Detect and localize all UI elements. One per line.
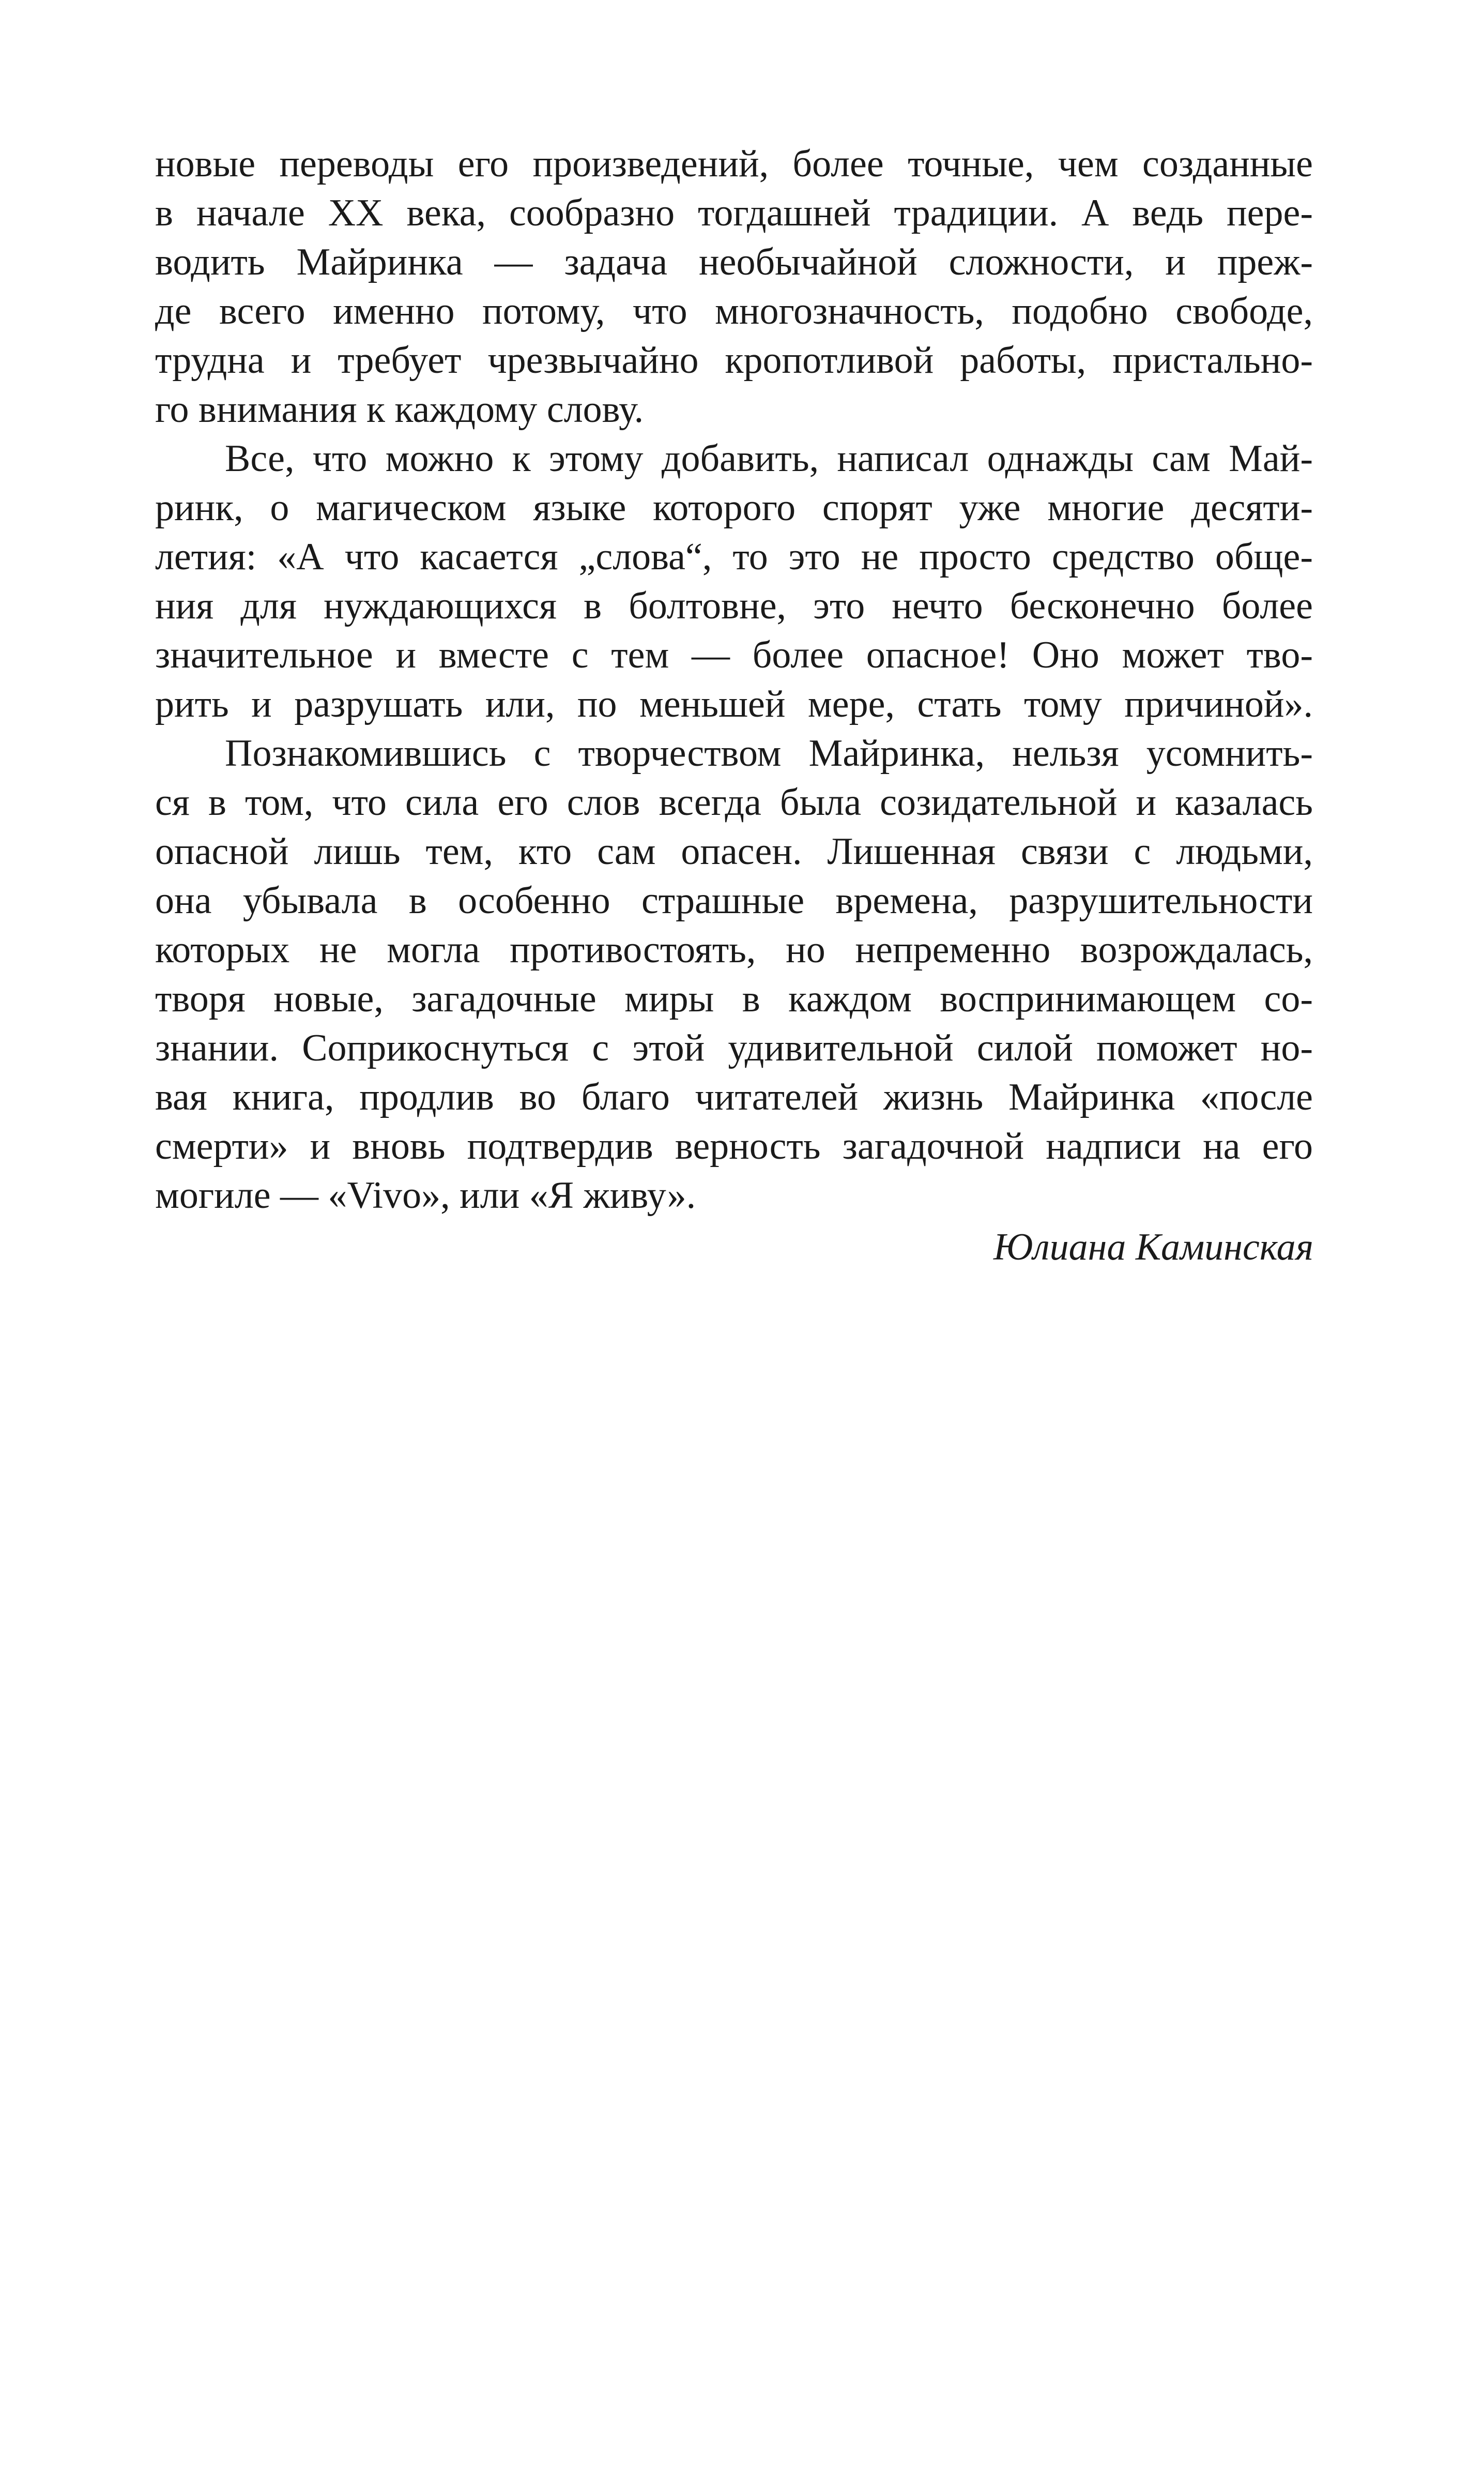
text-line: знании. Соприкоснуться с этой удивительной силой поможет но- bbox=[155, 1027, 1313, 1069]
text-line: ния для нуждающихся в болтовне, это нечто бесконечно более bbox=[155, 585, 1313, 627]
text-line: в начале XX века, сообразно тогдашней традиции. А ведь пере- bbox=[155, 192, 1313, 234]
text-line: трудна и требует чрезвычайно кропотливой работы, пристально- bbox=[155, 339, 1313, 382]
text-line: рить и разрушать или, по меньшей мере, стать тому причиной». bbox=[155, 683, 1313, 725]
text-line: летия: «А что касается „слова“, то это не просто средство обще- bbox=[155, 536, 1313, 578]
body-text bbox=[155, 140, 1313, 1220]
text-line: могиле — «Vivo», или «Я живу». bbox=[155, 1174, 696, 1217]
text-line: значительное и вместе с тем — более опасное! Оно может тво- bbox=[155, 634, 1313, 676]
text-line: ся в том, что сила его слов всегда была созидательной и казалась bbox=[155, 781, 1313, 824]
text-line: Познакомившись с творчеством Майринка, нельзя усомнить- bbox=[225, 732, 1313, 775]
text-line: Все, что можно к этому добавить, написал однажды сам Май- bbox=[225, 437, 1313, 480]
text-line: смерти» и вновь подтвердив верность загадочной надписи на его bbox=[155, 1125, 1313, 1168]
text-line: она убывала в особенно страшные времена, разрушительности bbox=[155, 880, 1313, 922]
text-line: ринк, о магическом языке которого спорят уже многие десяти- bbox=[155, 487, 1313, 529]
text-line: водить Майринка — задача необычайной сложности, и преж- bbox=[155, 241, 1313, 283]
text-line: новые переводы его произведений, более точные, чем созданные bbox=[155, 143, 1313, 185]
text-line: опасной лишь тем, кто сам опасен. Лишенная связи с людьми, bbox=[155, 830, 1313, 873]
text-line: которых не могла противостоять, но непременно возрождалась, bbox=[155, 929, 1313, 971]
paragraph-1 bbox=[155, 140, 1313, 434]
text-line: вая книга, продлив во благо читателей жизнь Майринка «после bbox=[155, 1076, 1313, 1118]
text-line: го внимания к каждому слову. bbox=[155, 388, 644, 431]
paragraph-3 bbox=[155, 729, 1313, 1220]
text-line: де всего именно потому, что многозначность, подобно свободе, bbox=[155, 290, 1313, 332]
text-line: творя новые, загадочные миры в каждом воспринимающем со- bbox=[155, 978, 1313, 1020]
paragraph-2 bbox=[155, 434, 1313, 729]
author-signature: Юлиана Каминская bbox=[993, 1226, 1313, 1268]
